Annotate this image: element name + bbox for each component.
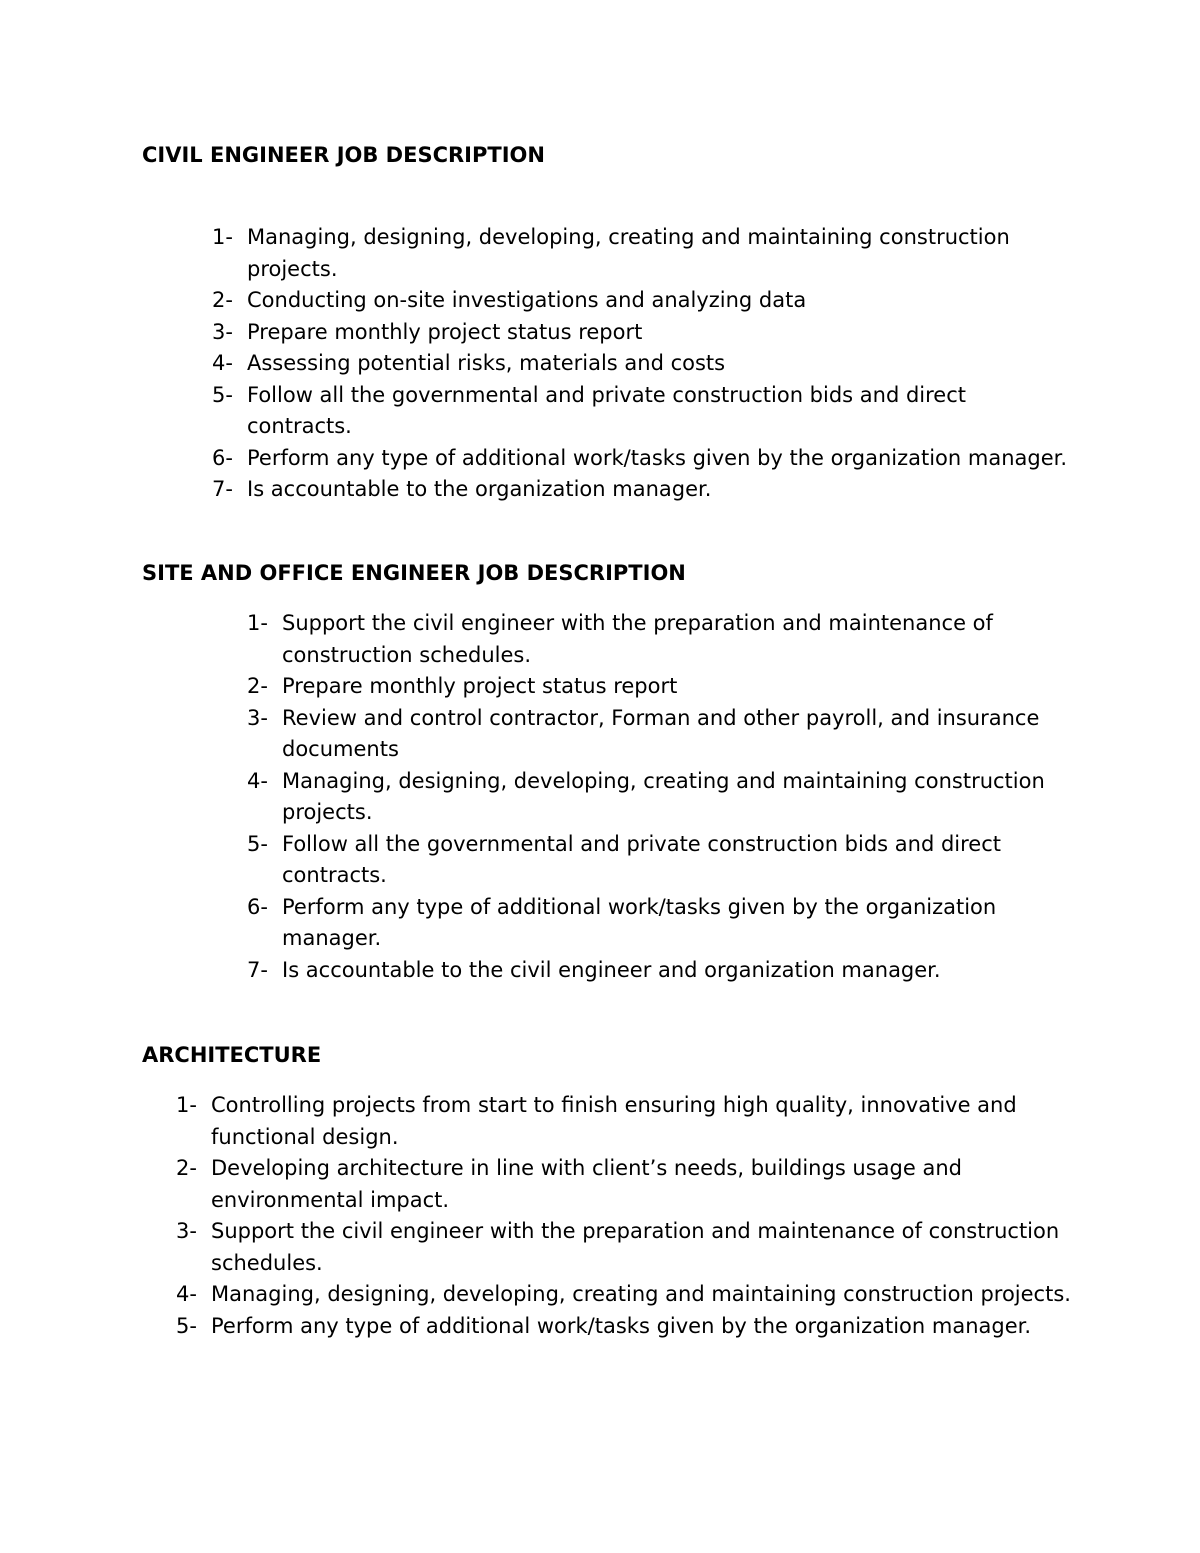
list-item [176,1279,1071,1311]
item-number: 5- [176,1313,197,1338]
item-number: 4- [212,351,233,375]
civil-engineer-duties-list [212,222,1077,506]
list-item [247,671,1072,703]
item-text: Is accountable to the civil engineer and organization manager. [282,957,941,982]
item-number: 5- [212,382,233,407]
site-office-engineer-duties-list [247,608,1072,986]
list-item [247,892,1072,955]
item-number: 1- [176,1093,197,1117]
list-item [212,317,1077,349]
item-text: Support the civil engineer with the preparation and maintenance of construction schedules. [211,1219,1060,1275]
list-item [247,608,1072,671]
list-item [247,829,1072,892]
item-text: Prepare monthly project status report [282,674,678,698]
section-heading-civil-engineer: CIVIL ENGINEER JOB DESCRIPTION [142,143,545,167]
item-text: Support the civil engineer with the preparation and maintenance of construction schedules. [282,611,993,667]
list-item [176,1216,1071,1279]
list-item [247,766,1072,829]
item-number: 2- [176,1156,197,1180]
item-text: Developing architecture in line with client’s needs, buildings usage and environmental impact. [211,1156,962,1212]
architecture-duties-list [176,1090,1071,1342]
item-text: Follow all the governmental and private construction bids and direct contracts. [247,382,967,438]
item-text: Assessing potential risks, materials and costs [247,351,726,375]
section-heading-site-office-engineer: SITE AND OFFICE ENGINEER JOB DESCRIPTION [142,561,686,585]
list-item [176,1090,1071,1153]
item-text: Conducting on-site investigations and analyzing data [247,288,807,312]
item-number: 1- [212,225,233,249]
list-item [247,703,1072,766]
item-text: Review and control contractor, Forman and other payroll, and insurance documents [282,705,1040,761]
item-number: 4- [247,768,268,793]
item-text: Managing, designing, developing, creating and maintaining construction projects. [282,768,1045,824]
item-number: 3- [176,1219,197,1243]
item-number: 4- [176,1282,197,1306]
item-text: Perform any type of additional work/tasks given by the organization manager. [247,445,1068,470]
item-number: 3- [212,319,233,344]
item-text: Perform any type of additional work/tasks given by the organization manager. [282,894,997,950]
item-number: 6- [212,445,233,470]
item-number: 7- [247,957,268,982]
list-item [212,443,1077,475]
section-heading-architecture: ARCHITECTURE [142,1043,322,1067]
item-number: 5- [247,831,268,856]
item-number: 3- [247,705,268,730]
list-item [247,955,1072,987]
list-item [212,285,1077,317]
item-text: Perform any type of additional work/tasks given by the organization manager. [211,1313,1032,1338]
list-item [176,1311,1071,1343]
item-text: Prepare monthly project status report [247,319,643,344]
list-item [212,380,1077,443]
item-text: Managing, designing, developing, creating and maintaining construction projects. [247,225,1010,281]
item-number: 2- [247,674,268,698]
item-number: 1- [247,611,268,635]
list-item [176,1153,1071,1216]
list-item [212,474,1077,506]
item-text: Follow all the governmental and private construction bids and direct contracts. [282,831,1002,887]
item-number: 2- [212,288,233,312]
item-text: Controlling projects from start to finish ensuring high quality, innovative and functional design. [211,1093,1017,1149]
item-text: Managing, designing, developing, creating and maintaining construction projects. [211,1282,1071,1306]
list-item [212,222,1077,285]
item-number: 7- [212,477,233,501]
item-text: Is accountable to the organization manager. [247,477,712,501]
item-number: 6- [247,894,268,919]
list-item [212,348,1077,380]
